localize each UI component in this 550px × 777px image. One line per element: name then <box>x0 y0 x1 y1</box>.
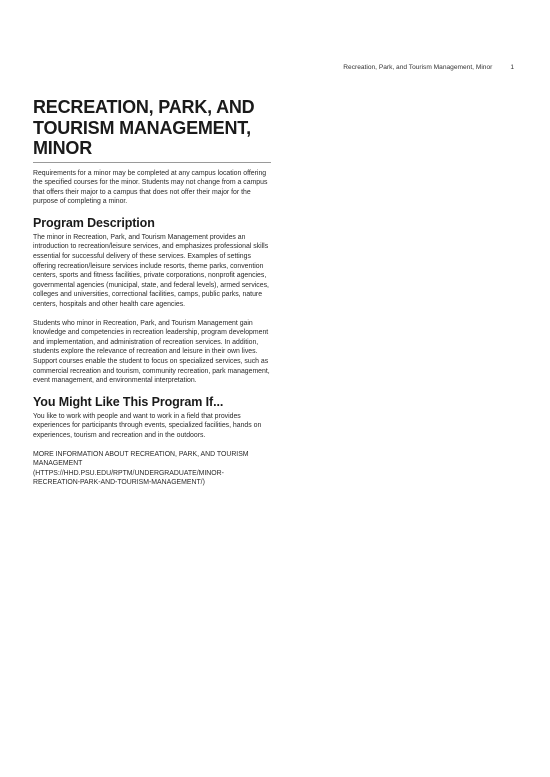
main-content <box>33 97 271 497</box>
page-title-line-1: RECREATION, PARK, AND <box>33 97 255 117</box>
more-info-line-2[interactable]: MANAGEMENT (HTTPS://HHD.PSU.EDU/RPTM/UNDERGRADUATE/MINOR- <box>33 460 224 477</box>
page-title-line-2: TOURISM MANAGEMENT, <box>33 117 251 138</box>
program-description-paragraph-2: Students who minor in Recreation, Park, and Tourism Management gain knowledge and competencies in recreation leadership, program development and implementation, and administration of recreation services. In addition, students explore the relevance of recreation and leisure in their own lives. Support courses enable the student to focus on specialized services, such as commercial recreation and tourism, community recreation, park management, event management, and environmental interpretation. <box>33 319 270 385</box>
might-like-paragraph: You like to work with people and want to work in a field that provides experiences for participants through events, specialized facilities, hands on experiences, tourism and recreation and in the outdoors. <box>33 412 262 439</box>
program-description-paragraph-1: The minor in Recreation, Park, and Tourism Management provides an introduction to recreation/leisure services, and emphasizes professional skills essential for successful delivery of these services. Examples of settings offering recreation/leisure services include resorts, theme parks, convention centers, sports and fitness facilities, private corporations, nonprofit agencies, governmental agencies (municipal, state, and federal levels), armed services, colleges and universities, correctional facilities, camps, public parks, nature centers, hospitals and other health care agencies. <box>33 233 269 309</box>
running-title: Recreation, Park, and Tourism Management, Minor <box>343 64 493 71</box>
more-info-line-1[interactable]: MORE INFORMATION ABOUT RECREATION, PARK, AND TOURISM <box>33 450 249 458</box>
intro-paragraph: Requirements for a minor may be completed at any campus location offering the specified courses for the minor. Students may not change from a campus that offers their major to a campus that does not offer their major for the purpose of completing a minor. <box>33 169 268 206</box>
more-info-line-3[interactable]: RECREATION-PARK-AND-TOURISM-MANAGEMENT/) <box>33 479 205 487</box>
page-header <box>343 64 514 71</box>
page-number: 1 <box>510 64 514 71</box>
might-like-heading: You Might Like This Program If... <box>33 394 224 409</box>
title-divider <box>33 162 271 163</box>
more-information-link[interactable] <box>33 450 271 488</box>
page-title <box>33 97 271 159</box>
program-description-heading: Program Description <box>33 215 155 230</box>
page-title-line-3: MINOR <box>33 138 92 158</box>
